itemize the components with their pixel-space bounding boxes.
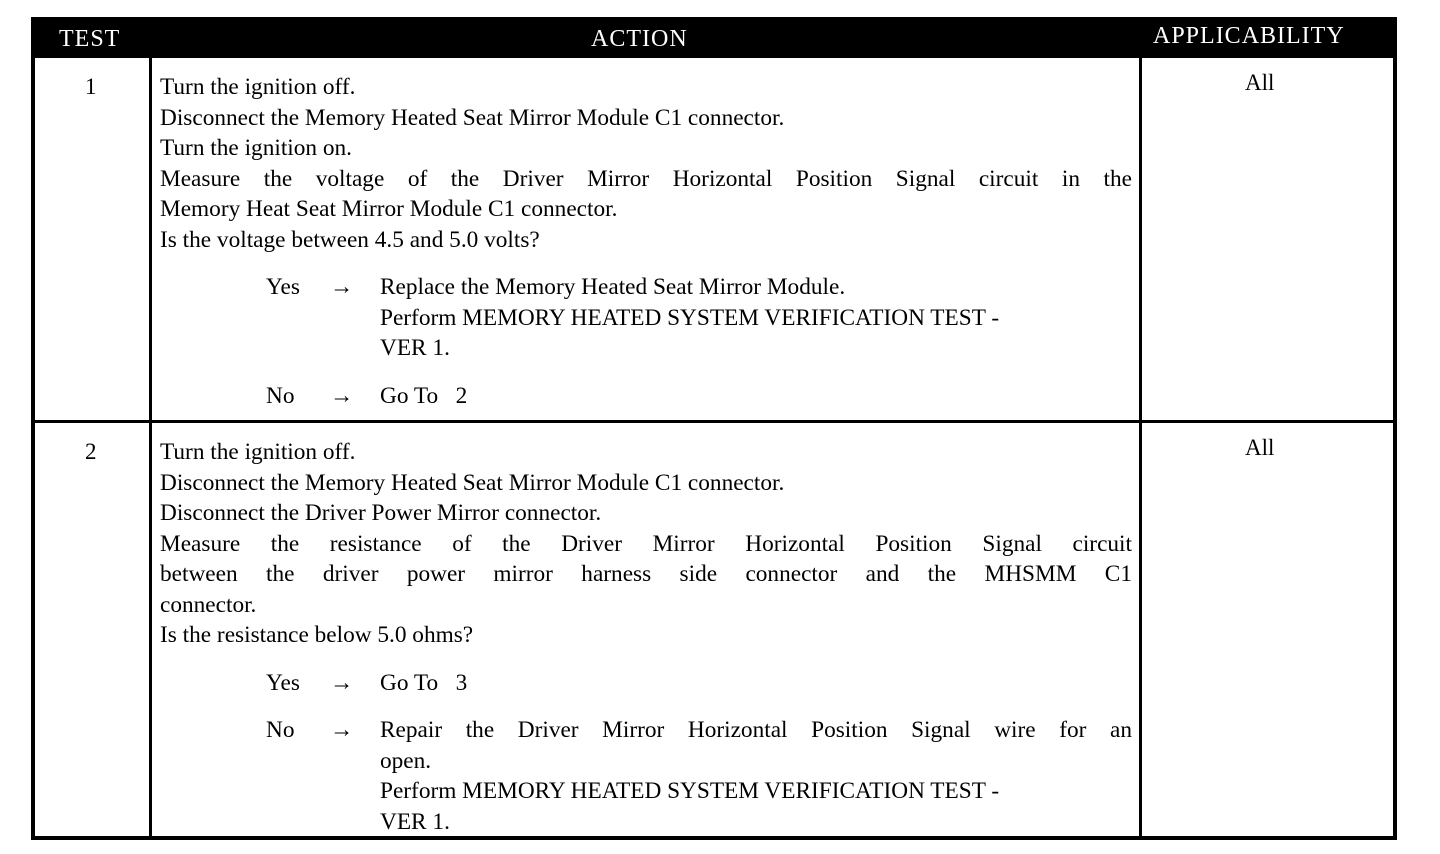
step-line: Disconnect the Memory Heated Seat Mirror Module C1 connector. bbox=[160, 469, 785, 496]
step-line: connector. bbox=[160, 591, 257, 618]
result-line: Repair the Driver Mirror Horizontal Position Signal wire for an bbox=[380, 717, 1132, 743]
result-line: VER 1. bbox=[380, 808, 450, 835]
table-header bbox=[35, 21, 1393, 58]
goto-link[interactable]: Go To 3 bbox=[380, 669, 468, 696]
step-line: Memory Heat Seat Mirror Module C1 connector. bbox=[160, 196, 618, 222]
arrow-icon: → bbox=[330, 382, 354, 409]
step-line: Measure the resistance of the Driver Mirror Horizontal Position Signal circuit bbox=[160, 530, 1132, 557]
result-label: No bbox=[266, 382, 295, 409]
result-no bbox=[160, 715, 1132, 837]
step-line: between the driver power mirror harness side connector and the MHSMM C1 bbox=[160, 561, 1132, 587]
step-line: Measure the voltage of the Driver Mirror Horizontal Position Signal circuit in the bbox=[160, 165, 1132, 192]
header-test: TEST bbox=[59, 26, 121, 52]
applicability-value: All bbox=[1245, 435, 1275, 460]
header-applicability: APPLICABILITY bbox=[1153, 23, 1345, 49]
result-line: Perform MEMORY HEATED SYSTEM VERIFICATION TEST - bbox=[380, 304, 1000, 331]
result-label: No bbox=[266, 717, 295, 743]
arrow-icon: → bbox=[330, 669, 354, 696]
result-text bbox=[380, 272, 1132, 364]
diagnostic-test-table bbox=[31, 17, 1397, 840]
step-line: Turn the ignition on. bbox=[160, 135, 353, 161]
table-row-test-2 bbox=[35, 420, 1393, 840]
test-number: 2 bbox=[85, 439, 97, 464]
question-line: Is the voltage between 4.5 and 5.0 volts? bbox=[160, 226, 540, 253]
result-yes bbox=[160, 668, 1132, 699]
result-line: open. bbox=[380, 747, 432, 774]
result-line: Replace the Memory Heated Seat Mirror Module. bbox=[380, 274, 846, 300]
step-line: Disconnect the Memory Heated Seat Mirror Module C1 connector. bbox=[160, 104, 785, 131]
arrow-icon: → bbox=[330, 717, 354, 743]
question-line: Is the resistance below 5.0 ohms? bbox=[160, 622, 474, 648]
action-cell bbox=[160, 72, 1132, 411]
result-text bbox=[380, 715, 1132, 837]
result-label: Yes bbox=[266, 274, 300, 300]
step-line: Turn the ignition off. bbox=[160, 74, 356, 100]
result-text bbox=[380, 668, 1132, 699]
result-label: Yes bbox=[266, 669, 300, 696]
arrow-icon: → bbox=[330, 274, 354, 300]
result-yes bbox=[160, 272, 1132, 364]
step-line: Turn the ignition off. bbox=[160, 439, 356, 465]
step-line: Disconnect the Driver Power Mirror connector. bbox=[160, 500, 602, 526]
action-cell bbox=[160, 437, 1132, 837]
table-row-test-1 bbox=[35, 58, 1393, 420]
test-number: 1 bbox=[85, 74, 97, 99]
goto-link[interactable]: Go To 2 bbox=[380, 382, 468, 409]
applicability-value: All bbox=[1245, 70, 1275, 95]
result-line: VER 1. bbox=[380, 335, 450, 361]
result-text bbox=[380, 381, 1132, 412]
header-action: ACTION bbox=[591, 26, 688, 52]
result-line: Perform MEMORY HEATED SYSTEM VERIFICATION TEST - bbox=[380, 778, 1000, 804]
result-no bbox=[160, 381, 1132, 412]
